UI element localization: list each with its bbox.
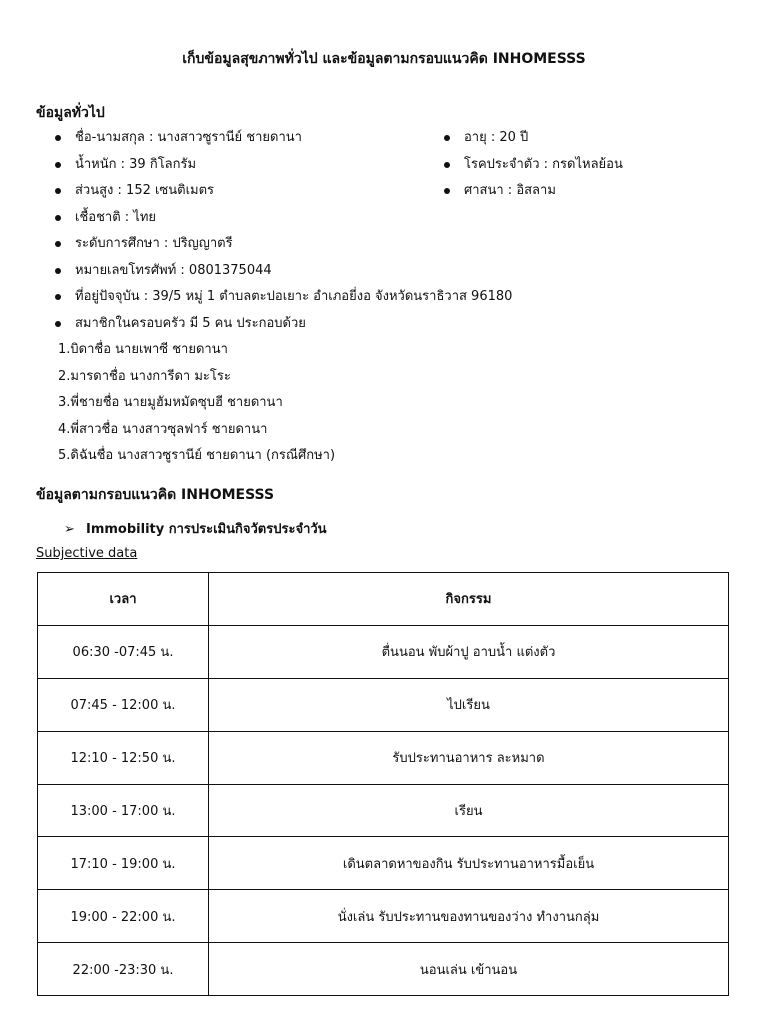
info-age: อายุ : 20 ปี — [439, 128, 623, 155]
subjective-data-label: Subjective data — [36, 546, 138, 561]
table-row — [38, 678, 729, 731]
table-row — [38, 943, 729, 996]
document-title: เก็บข้อมูลสุขภาพทั่วไป และข้อมูลตามกรอบแนวคิด INHOMESSS — [182, 51, 586, 67]
cell-activity: นอนเล่น เข้านอน — [209, 943, 729, 996]
info-education: ระดับการศึกษา : ปริญญาตรี — [50, 234, 512, 261]
immobility-label: Immobility การประเมินกิจวัตรประจำวัน — [86, 522, 327, 537]
family-member: 5.ดิฉันชื่อ นางสาวซูรานีย์ ชายดานา (กรณีศึกษา) — [58, 448, 336, 463]
cell-activity: นั่งเล่น รับประทานของทานของว่าง ทำงานกลุ่ม — [209, 890, 729, 943]
cell-time: 06:30 -07:45 น. — [38, 625, 209, 678]
cell-activity: ตื่นนอน พับผ้าปู อาบน้ำ แต่งตัว — [209, 625, 729, 678]
cell-activity: เรียน — [209, 784, 729, 837]
info-address: ที่อยู่ปัจจุบัน : 39/5 หมู่ 1 ตำบลตะปอเยาะ อำเภอยี่งอ จังหวัดนราธิวาส 96180 — [50, 287, 512, 314]
cell-time: 17:10 - 19:00 น. — [38, 837, 209, 890]
general-info-heading: ข้อมูลทั่วไป — [36, 105, 105, 121]
table-row — [38, 784, 729, 837]
info-family-count: สมาชิกในครอบครัว มี 5 คน ประกอบด้วย — [50, 314, 512, 341]
info-ethnicity: เชื้อชาติ : ไทย — [50, 208, 512, 235]
cell-activity: รับประทานอาหาร ละหมาด — [209, 731, 729, 784]
family-member: 1.บิดาชื่อ นายเพาซี ชายดานา — [58, 342, 228, 357]
info-phone: หมายเลขโทรศัพท์ : 0801375044 — [50, 261, 512, 288]
info-disease: โรคประจำตัว : กรดไหลย้อน — [439, 155, 623, 182]
cell-time: 13:00 - 17:00 น. — [38, 784, 209, 837]
cell-activity: เดินตลาดหาของกิน รับประทานอาหารมื้อเย็น — [209, 837, 729, 890]
immobility-subheading — [64, 518, 327, 539]
table-row — [38, 890, 729, 943]
family-members-list — [58, 340, 335, 473]
cell-time: 22:00 -23:30 น. — [38, 943, 209, 996]
framework-heading: ข้อมูลตามกรอบแนวคิด INHOMESSS — [36, 487, 275, 503]
cell-activity: ไปเรียน — [209, 678, 729, 731]
cell-time: 12:10 - 12:50 น. — [38, 731, 209, 784]
table-row — [38, 625, 729, 678]
info-name: ชื่อ-นามสกุล : นางสาวซูรานีย์ ชายดานา — [50, 128, 512, 155]
table-header-row — [38, 573, 729, 626]
family-member: 3.พี่ชายชื่อ นายมูฮัมหมัดซุบฮี ชายดานา — [58, 395, 283, 410]
info-height: ส่วนสูง : 152 เซนติเมตร — [50, 181, 512, 208]
header-time: เวลา — [38, 573, 209, 626]
header-activity: กิจกรรม — [209, 573, 729, 626]
cell-time: 19:00 - 22:00 น. — [38, 890, 209, 943]
table-row — [38, 731, 729, 784]
table-row — [38, 837, 729, 890]
arrow-bullet-icon: ➢ — [64, 522, 75, 537]
family-member: 4.พี่สาวชื่อ นางสาวซุลฟาร์ ชายดานา — [58, 421, 268, 437]
activity-table — [37, 572, 729, 996]
family-member: 2.มารดาชื่อ นางการีดา มะโระ — [58, 368, 231, 384]
info-religion: ศาสนา : อิสลาม — [439, 181, 623, 208]
cell-time: 07:45 - 12:00 น. — [38, 678, 209, 731]
general-info-list-right — [439, 128, 623, 208]
info-weight: น้ำหนัก : 39 กิโลกรัม — [50, 155, 512, 182]
